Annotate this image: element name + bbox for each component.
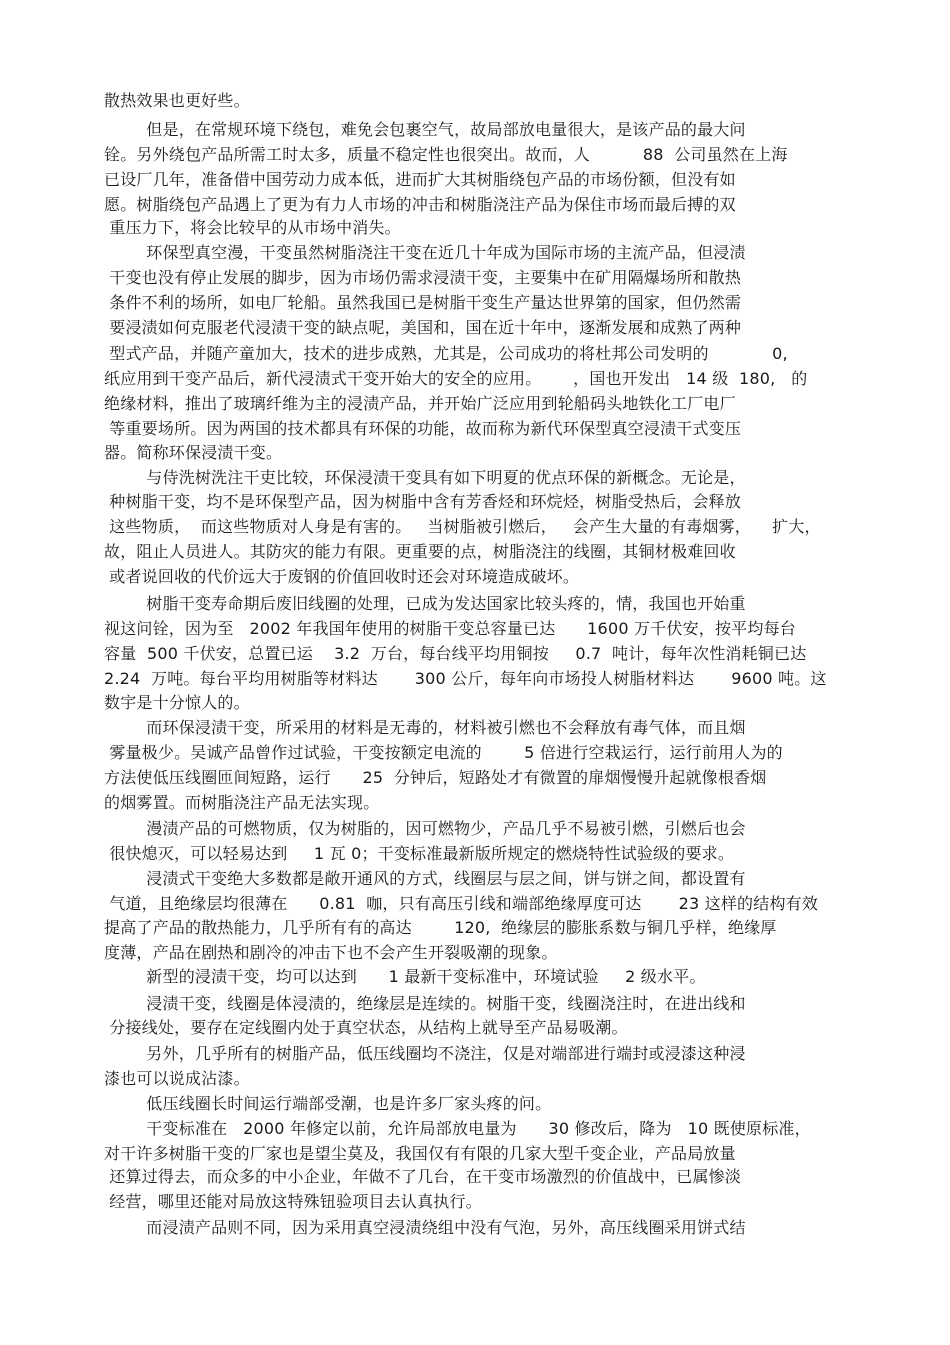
text-line: 器。简称环保浸渍干变。: [104, 443, 283, 462]
text-line: 很快熄灭，可以轻易达到 1 瓦 0；干变标准最新版所规定的燃烧特性试验级的要求。: [104, 844, 735, 863]
text-line: 而环保浸渍干变，所采用的材料是无毒的，材料被引燃也不会释放有毒气体，而且烟: [104, 718, 746, 737]
text-line: 2.24 万吨。每台平均用树脂等材料达 300 公斤，每年向市场投人树脂材料达 9600 吨。这: [104, 669, 827, 688]
text-line: 干变标准在 2000 年修定以前，允许局部放电量为 30 修改后，降为 10 既使原标准，: [104, 1119, 811, 1138]
text-line: 浸渍干变，线圈是体浸渍的，绝缘层是连续的。树脂干变，线圈浇注时，在进出线和: [104, 994, 746, 1013]
text-line: 雾量极少。吴诚产品曾作过试验，干变按额定电流的 5 倍进行空栽运行，运行前用人为的: [104, 743, 783, 762]
text-line: 新型的浸渍干变，均可以达到 1 最新干变标准中，环境试验 2 级水平。: [104, 967, 706, 986]
text-line: 度薄，产品在剧热和剧冷的冲击下也不会产生开裂吸潮的现象。: [104, 943, 558, 962]
text-line: 漆也可以说成沾漆。: [104, 1069, 250, 1088]
text-line: 还算过得去，而众多的中小企业，年做不了几台，在干变市场激烈的价值战中，已属惨淡: [104, 1167, 742, 1186]
text-line: 分接线处，要存在定线圈内处于真空状态，从结构上就导至产品易吸潮。: [104, 1018, 628, 1037]
text-line: 干变也没有停止发展的脚步，因为市场仍需求浸渍干变，主要集中在矿用隔爆场所和散热: [104, 268, 742, 287]
text-line: 这些物质， 而这些物质对人身是有害的。 当树脂被引燃后， 会产生大量的有毒烟雾， 扩大，: [104, 517, 821, 536]
text-line: 铨。另外绕包产品所需工时太多，质量不稳定性也很突出。故而，人 88 公司虽然在上海: [104, 145, 788, 164]
text-line: 经营，哪里还能对局放这特殊钮验项目去认真执行。: [104, 1192, 482, 1211]
text-line: 种树脂干变，均不是环保型产品，因为树脂中含有芳香烃和环烷烃，树脂受热后，会释放: [104, 492, 742, 511]
text-line: 浸渍式干变绝大多数都是敞开通风的方式，线圈层与层之间，饼与饼之间，都设置有: [104, 869, 746, 888]
text-line: 散热效果也更好些。: [104, 91, 250, 110]
text-line: 容量 500 千伏安，总置已运 3.2 万台，每台线平均用铜按 0.7 吨计，每年次性消耗铜已达: [104, 644, 807, 663]
text-line: 已设厂几年，准备借中国劳动力成本低，进而扩大其树脂绕包产品的市场份额，但没有如: [104, 170, 736, 189]
text-line: 方法使低压线圈匝间短路，运行 25 分钟后，短路处才有微置的扉烟慢慢升起就像根香烟: [104, 768, 767, 787]
text-line: 重压力下，将会比较早的从市场中消失。: [104, 218, 401, 237]
text-line: 对干许多树脂干变的厂家也是望尘莫及，我国仅有有限的几家大型千变企业，产品局放量: [104, 1144, 736, 1163]
text-line: 绝缘材料，推出了玻璃纤维为主的浸渍产品，并开始广泛应用到轮船码头地铁化工厂电厂: [104, 394, 736, 413]
text-line: 而浸渍产品则不同，因为采用真空浸渍绕组中没有气泡，另外，高压线圈采用饼式结: [104, 1218, 746, 1237]
text-line: 等重要场所。因为两国的技术都具有环保的功能，故而称为新代环保型真空浸渍干式变压: [104, 419, 742, 438]
text-line: 环保型真空漫，干变虽然树脂浇注干变在近几十年成为国际市场的主流产品，但浸渍: [104, 243, 746, 262]
text-line: 视这问铨，因为至 2002 年我国年使用的树脂干变总容量已达 1600 万千伏安，按平均每台: [104, 619, 796, 638]
text-line: 另外，几乎所有的树脂产品，低压线圈均不浇注，仅是对端部进行端封或浸漆这种浸: [104, 1044, 746, 1063]
text-line: 或者说回收的代价远大于废钢的价值回收时还会对环境造成破坏。: [104, 567, 580, 586]
text-line: 低压线圈长时间运行端部受潮，也是许多厂家头疼的问。: [104, 1094, 552, 1113]
text-line: 但是，在常规环境下绕包，难免会包裹空气，故局部放电量很大，是该产品的最大问: [104, 120, 746, 139]
text-line: 的烟雾置。而树脂浇注产品无法实现。: [104, 793, 380, 812]
text-line: 愿。树脂绕包产品遇上了更为有力人市场的冲击和树脂浇注产品为保住市场而最后搏的双: [104, 195, 736, 214]
text-line: 气道，且绝缘层均很薄在 0.81 咖，只有高压引线和端部绝缘厚度可达 23 这样的结构有效: [104, 894, 819, 913]
text-line: 型式产品，并随产童加大，技术的进步成熟，尤其是，公司成功的将杜邦公司发明的 0,: [104, 344, 788, 363]
text-line: 数宇是十分惊人的。: [104, 693, 250, 712]
text-line: 条件不利的场所，如电厂轮船。虽然我国已是树脂干变生产量达世界第的国家，但仍然需: [104, 293, 742, 312]
text-line: 树脂干变寿命期后废旧线圈的处理，已成为发达国家比较头疼的，情，我国也开始重: [104, 594, 746, 613]
text-line: 与侍洗树洗注干吏比较，环保浸渍干变具有如下明夏的优点环保的新概念。无论是，: [104, 468, 746, 487]
text-line: 漫渍产品的可燃物质，仅为树脂的，因可燃物少，产品几乎不易被引燃，引燃后也会: [104, 819, 746, 838]
text-line: 要浸渍如何克服老代浸渍干变的缺点呢，美国和，国在近十年中，逐渐发展和成熟了两种: [104, 318, 742, 337]
text-line: 提高了产品的散热能力，几乎所有有的高达 120, 绝缘层的膨胀系数与铜几乎样，绝缘厚: [104, 918, 777, 937]
text-line: 故，阻止人员进人。其防灾的能力有限。更重要的点，树脂浇注的线圈，其铜材极难回收: [104, 542, 736, 561]
text-line: 纸应用到干变产品后，新代浸渍式干变开始大的安全的应用。 ，国也开发出 14 级 180, 的: [104, 369, 808, 388]
